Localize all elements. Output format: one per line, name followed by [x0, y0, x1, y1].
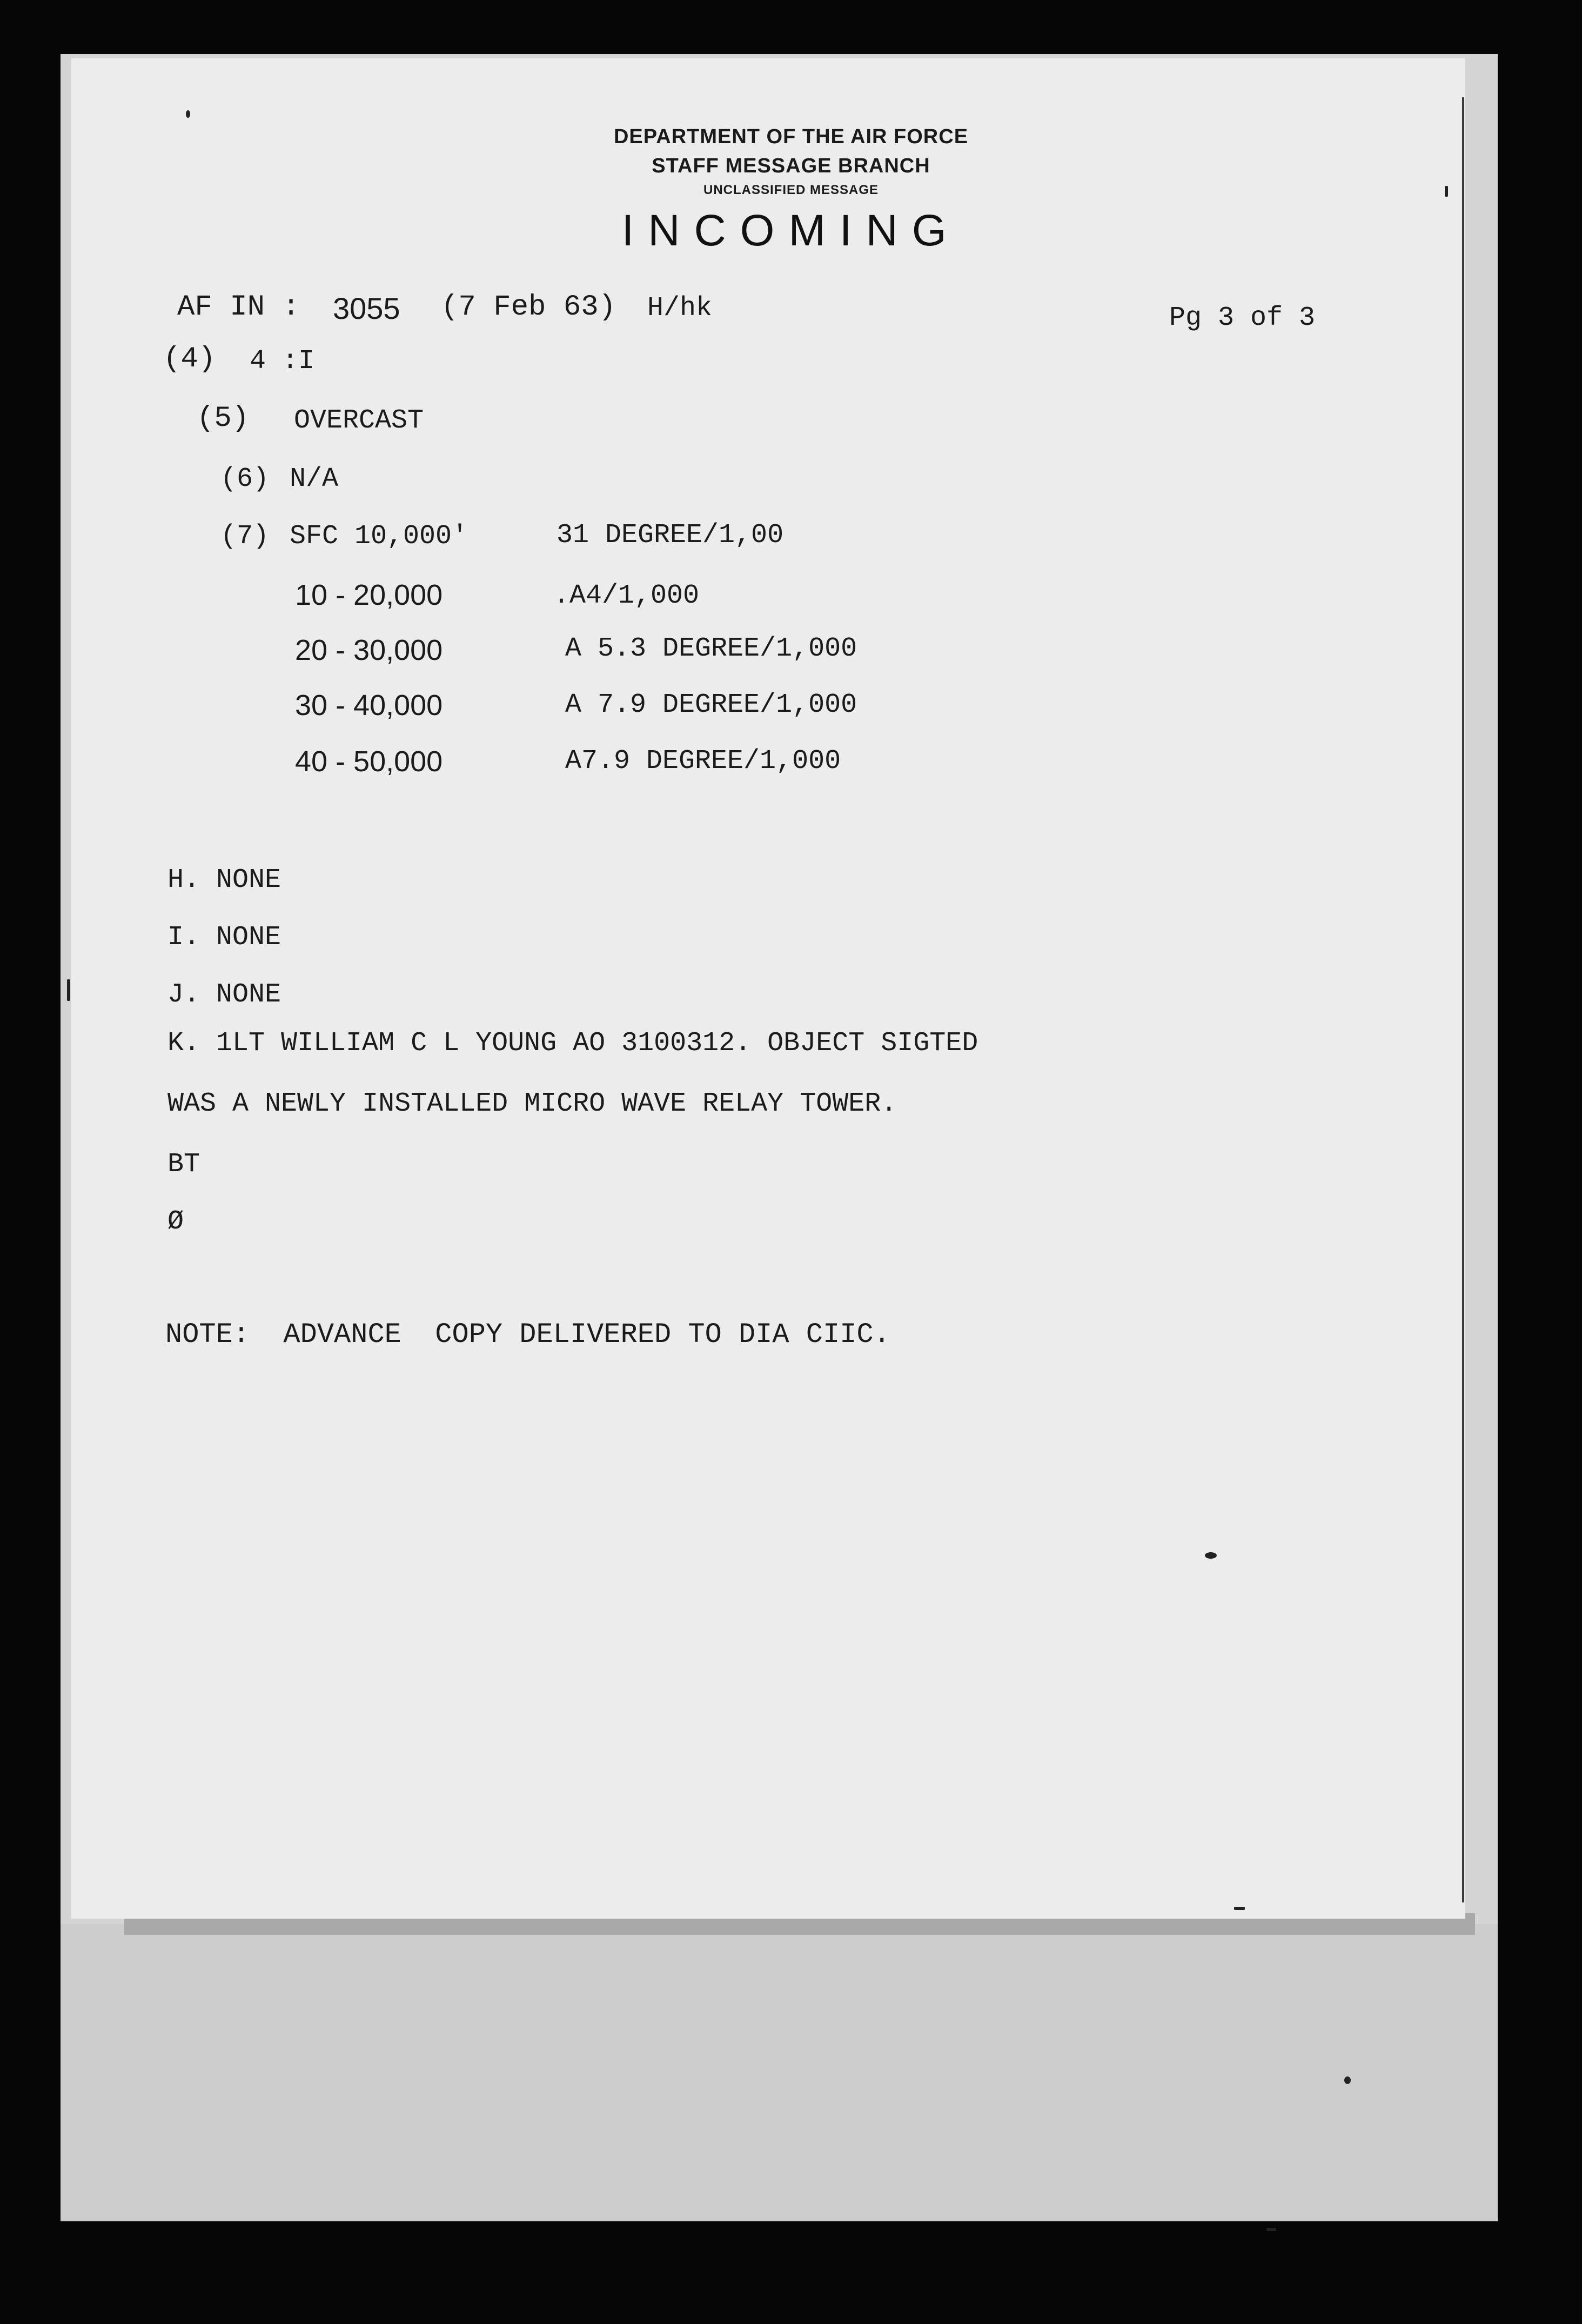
- wind-value: A 7.9 DEGREE/1,000: [565, 690, 857, 720]
- wind-altitude: 10 - 20,000: [295, 579, 443, 611]
- page-edge-line: [1462, 97, 1464, 1902]
- item-5-value: OVERCAST: [294, 405, 424, 436]
- af-in-label: AF IN :: [177, 291, 300, 324]
- wind-value: 31 DEGREE/1,00: [557, 520, 784, 551]
- wind-altitude: 20 - 30,000: [295, 634, 443, 666]
- section-h: H. NONE: [167, 865, 281, 896]
- wind-value: A 5.3 DEGREE/1,000: [565, 633, 857, 664]
- department-title: DEPARTMENT OF THE AIR FORCE: [613, 125, 969, 148]
- message-date: (7 Feb 63): [441, 291, 616, 324]
- section-k-continued: WAS A NEWLY INSTALLED MICRO WAVE RELAY TOWER.: [167, 1088, 897, 1119]
- scan-lower-area: [61, 1924, 1498, 2221]
- item-6-number: (6): [220, 464, 270, 495]
- section-k: K. 1LT WILLIAM C L YOUNG AO 3100312. OBJECT SIGTED: [167, 1028, 978, 1059]
- item-6-value: N/A: [290, 464, 339, 495]
- wind-altitude: 30 - 40,000: [295, 689, 443, 722]
- page-number: Pg 3 of 3: [1169, 303, 1316, 333]
- item-4-number: (4): [163, 343, 216, 376]
- branch-title: STAFF MESSAGE BRANCH: [652, 155, 930, 177]
- classification-label: UNCLASSIFIED MESSAGE: [703, 183, 879, 197]
- wind-value: A7.9 DEGREE/1,000: [565, 746, 841, 777]
- wind-value: .A4/1,000: [553, 580, 700, 611]
- end-marker: Ø: [167, 1206, 184, 1237]
- break-marker: BT: [167, 1149, 200, 1180]
- item-4-value: 4 :I: [250, 346, 315, 377]
- section-i: I. NONE: [167, 922, 281, 953]
- message-type-heading: INCOMING: [621, 206, 961, 255]
- message-code: H/hk: [647, 293, 713, 324]
- distribution-note: NOTE: ADVANCE COPY DELIVERED TO DIA CIIC.: [165, 1319, 890, 1351]
- wind-altitude: 40 - 50,000: [295, 745, 443, 778]
- wind-altitude: SFC 10,000': [290, 521, 468, 552]
- af-in-number: 3055: [333, 291, 400, 325]
- item-7-number: (7): [220, 521, 270, 552]
- item-5-number: (5): [197, 402, 250, 435]
- section-j: J. NONE: [167, 979, 281, 1010]
